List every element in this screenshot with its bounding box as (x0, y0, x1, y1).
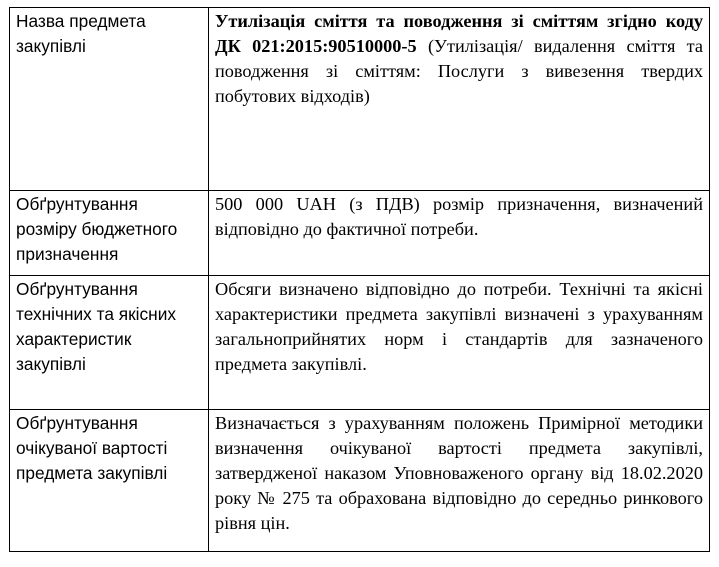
table-row-budget (10, 191, 710, 276)
row-label: Назва предмета закупівлі (10, 8, 209, 191)
row-label: Обґрунтування технічних та якісних характеристик закупівлі (10, 276, 209, 410)
row-value: 500 000 UAH (з ПДВ) розмір призначення, визначений відповідно до фактичної потреби. (209, 191, 710, 276)
row-value: Обсяги визначено відповідно до потреби. Технічні та якісні характеристики предмета закупівлі визначені з урахуванням загальноприйнятих норм і стандартів для зазначеного предмета закупівлі. (209, 276, 710, 410)
row-label: Обґрунтування очікуваної вартості предмета закупівлі (10, 410, 209, 552)
subject-code-text: Утилізація сміття та поводження зі сміттям згідно коду ДК 021:2015:90510000-5 (215, 11, 703, 56)
subject-description-text: (Утилізація/ видалення сміття та поводження зі сміттям: Послуги з вивезення твердих побутових відходів) (215, 36, 703, 106)
table-row-expected-cost (10, 410, 710, 552)
table-row-technical (10, 276, 710, 410)
row-value (209, 8, 710, 191)
row-value: Визначається з урахуванням положень Примірної методики визначення очікуваної вартості предмета закупівлі, затвердженої наказом Уповноваженого органу від 18.02.2020 року № 275 та обрахована відповідно до середньо ринкового рівня цін. (209, 410, 710, 552)
row-label: Обґрунтування розміру бюджетного призначення (10, 191, 209, 276)
table-row-subject (10, 8, 710, 191)
procurement-justification-table (9, 7, 710, 552)
